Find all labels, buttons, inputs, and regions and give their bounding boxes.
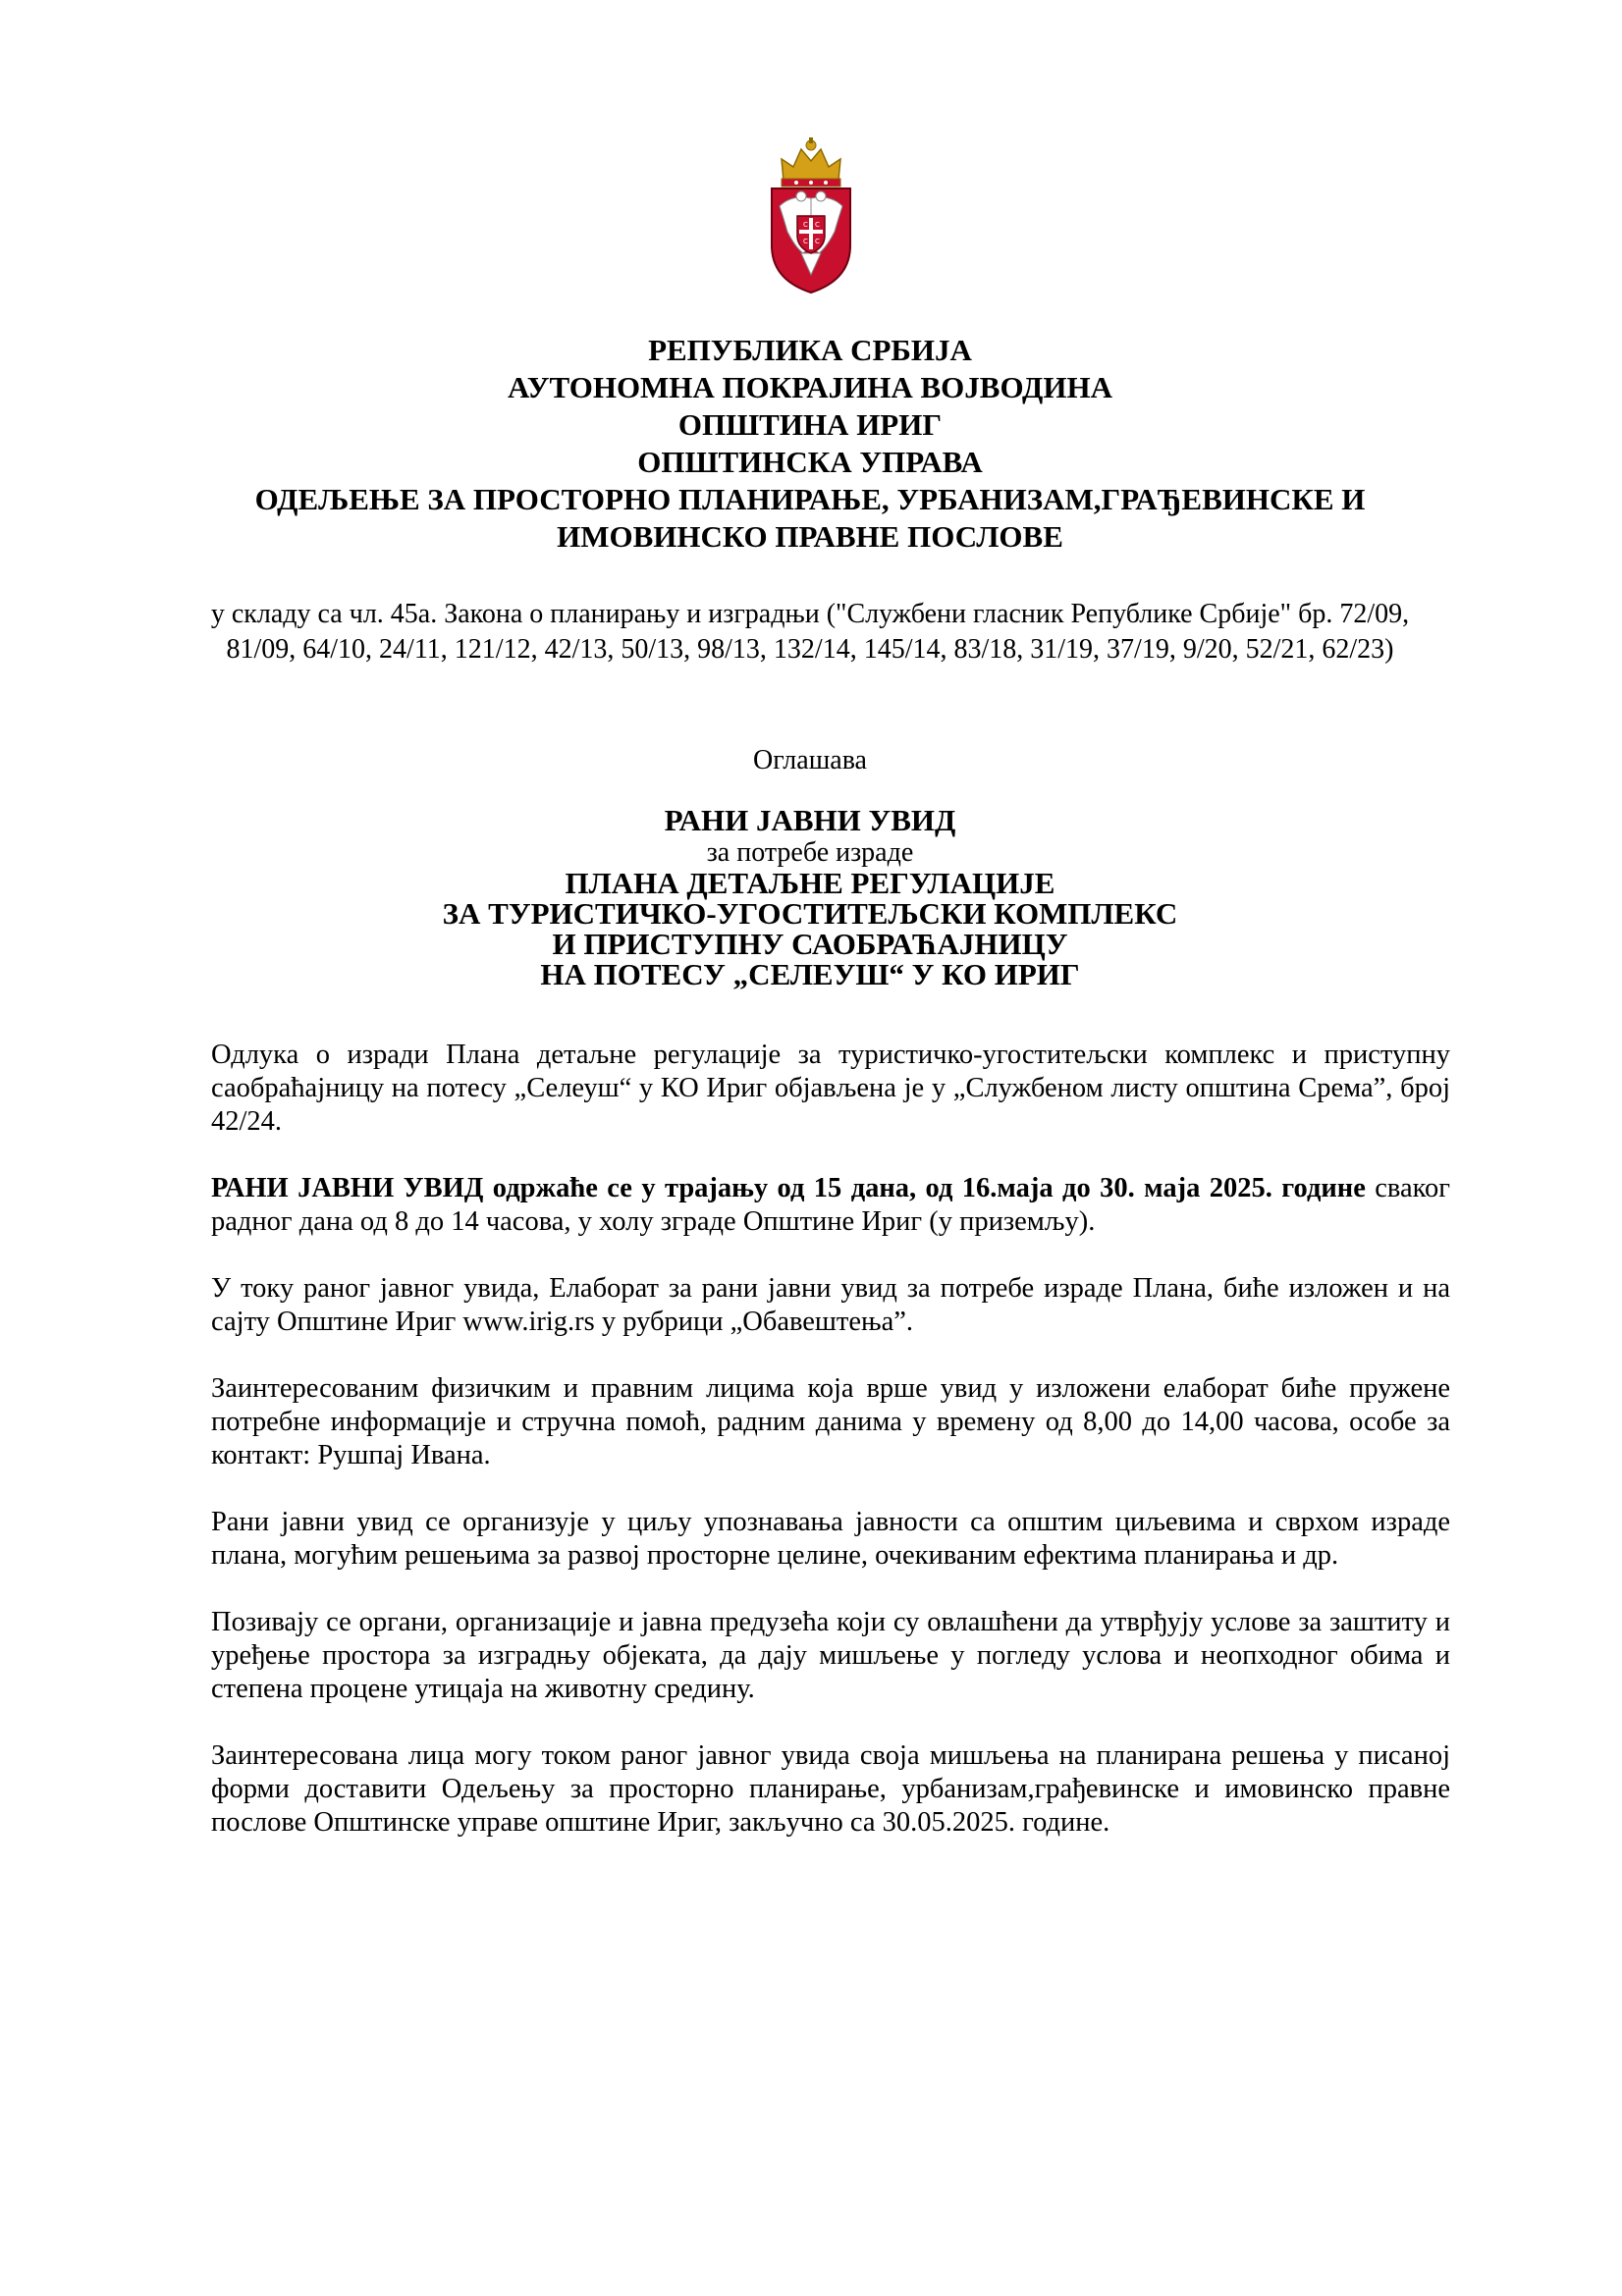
document-header <box>147 332 1473 556</box>
paragraph-schedule <box>211 1172 1450 1239</box>
paragraph-contact: Заинтересованим физичким и правним лицима која врше увид у изложени елаборат биће пружене потребне информације и стручна помоћ, радним данима у времену од 8,00 до 14,00 часова, особе за контакт: Рушпај Ивана. <box>211 1373 1450 1470</box>
svg-text:С: С <box>803 238 808 245</box>
crown-icon <box>782 137 840 187</box>
title-main: РАНИ ЈАВНИ УВИД <box>664 803 956 837</box>
header-line-municipality: ОПШТИНА ИРИГ <box>677 407 943 442</box>
svg-text:С: С <box>815 238 820 245</box>
paragraph-website: У току раног јавног увида, Елаборат за рани јавни увид за потребе израде Плана, биће изложен и на сајту Општине Ириг www.irig.rs у рубрици „Обавештења”. <box>211 1273 1450 1337</box>
notice-title <box>147 803 1473 989</box>
header-line-province: АУТОНОМНА ПОКРАЈИНА ВОЈВОДИНА <box>508 370 1112 404</box>
paragraph-invitation: Позивају се органи, организације и јавна предузећа који су овлашћени да утврђују услове за заштиту и уређење простора за изградњу објеката, да дају мишљење у погледу услова и неопходног обима и степена процене утицаја на животну средину. <box>211 1607 1450 1704</box>
announcement-verb: Оглашава <box>753 745 867 775</box>
header-line-administration: ОПШТИНСКА УПРАВА <box>637 445 983 479</box>
serbian-coat-of-arms-icon <box>762 137 860 294</box>
schedule-bold-text: РАНИ ЈАВНИ УВИД одржаће се у трајању од 15 дана, од 16.маја до 30. маја 2025. године <box>211 1173 1366 1203</box>
document-body <box>211 1039 1450 1873</box>
title-line: ПЛАНА ДЕТАЉНЕ РЕГУЛАЦИЈЕ <box>565 866 1055 900</box>
schedule-rest-text: сваког радног дана од 8 до 14 часова, у холу зграде Општине Ириг (у приземљу). <box>211 1173 1450 1237</box>
title-line: И ПРИСТУПНУ САОБРАЋАЈНИЦУ <box>552 927 1068 961</box>
header-line-republic: РЕПУБЛИКА СРБИЈА <box>648 333 972 367</box>
paragraph-submissions: Заинтересована лица могу током раног јавног увида своја мишљења на планирана решења у писаној форми доставити Одељењу за просторно планирање, урбанизам,грађевинске и имовинско правне послове Општинске управе општине Ириг, закључно са 30.05.2025. године. <box>211 1740 1450 1838</box>
paragraph-purpose: Рани јавни увид се организује у циљу упознавања јавности са општим циљевима и сврхом израде плана, могућим решењима за развој просторне целине, очекиваним ефектима планирања и др. <box>211 1507 1450 1571</box>
title-sub: за потребе израде <box>706 837 914 868</box>
svg-text:С: С <box>815 221 820 229</box>
header-line-department-cont: ИМОВИНСКО ПРАВНЕ ПОСЛОВЕ <box>557 519 1063 554</box>
paragraph-decision: Одлука о изради Плана детаљне регулације за туристичко-угоститељски комплекс и приступну саобраћајницу на потесу „Селеуш“ у КО Ириг објављена је у „Службеном листу општина Срема”, број 42/24. <box>211 1040 1450 1137</box>
legal-basis: у складу са чл. 45а. Закона о планирању и изградњи ("Службени гласник Републике Србије" бр. 72/09, 81/09, 64/10, 24/11, 121/12, 42/13, 50/13, 98/13, 132/14, 145/14, 83/18, 31/19, 37/19, 9/20, 52/21, 62/23) <box>210 599 1410 665</box>
title-line: ЗА ТУРИСТИЧКО-УГОСТИТЕЉСКИ КОМПЛЕКС <box>442 896 1178 931</box>
svg-text:С: С <box>803 221 808 229</box>
title-line: НА ПОТЕСУ „СЕЛЕУШ“ У КО ИРИГ <box>540 957 1080 991</box>
header-line-department: ОДЕЉЕЊЕ ЗА ПРОСТОРНО ПЛАНИРАЊЕ, УРБАНИЗАМ,ГРАЂЕВИНСКЕ И <box>254 482 1366 516</box>
